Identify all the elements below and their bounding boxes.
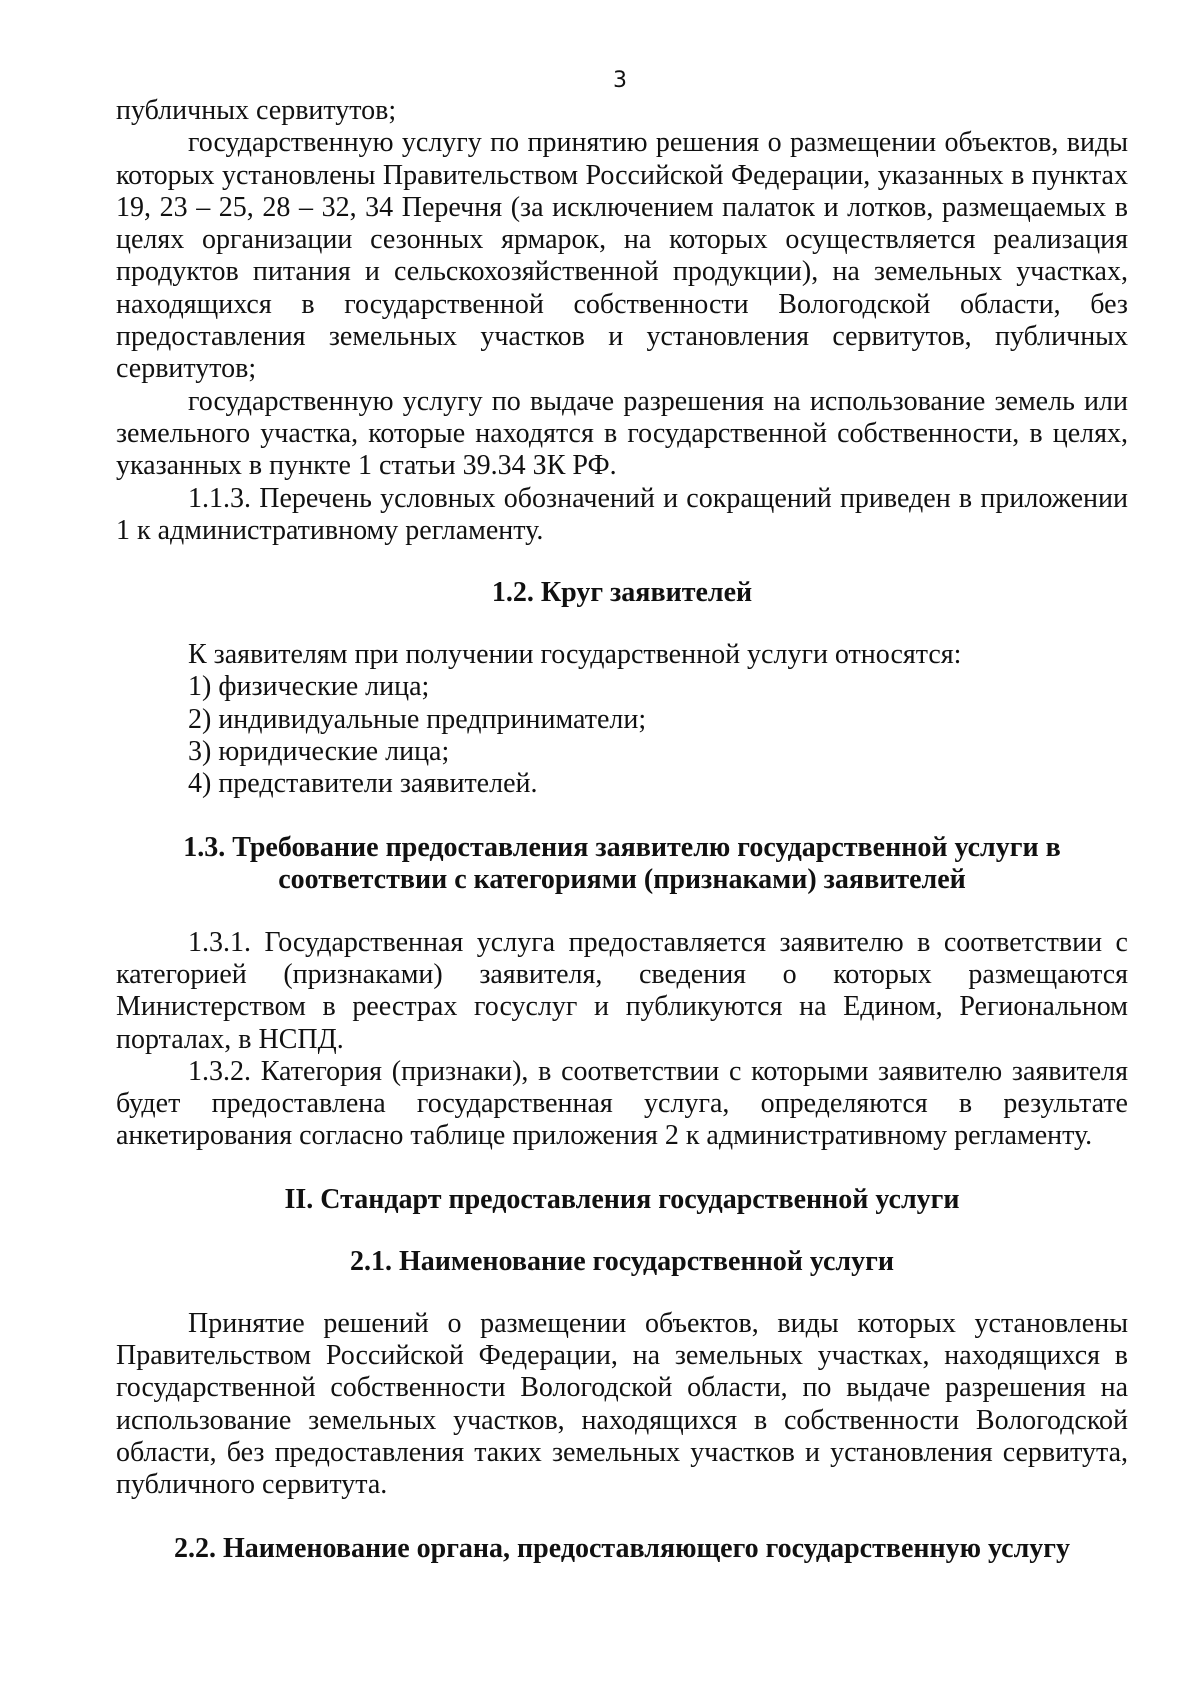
list-item: 3) юридические лица; xyxy=(188,736,450,768)
paragraph: 1.3.1. Государственная услуга предоставляется заявителю в соответствии с категорией (признаками) заявителя, сведения о которых размещаются Министерством в реестрах госуслуг и публикуются на Едином, Региональном порталах, в НСПД. xyxy=(116,926,1128,1055)
section-heading: 2.2. Наименование органа, предоставляющего государственную услугу xyxy=(173,1532,1071,1564)
paragraph: 1.1.3. Перечень условных обозначений и сокращений приведен в приложении 1 к административному регламенту. xyxy=(116,482,1128,546)
section-heading xyxy=(116,832,1128,896)
section-heading-line: соответствии с категориями (признаками) заявителей xyxy=(278,863,966,895)
chapter-heading: II. Стандарт предоставления государственной услуги xyxy=(284,1183,960,1215)
paragraph: государственную услугу по выдаче разрешения на использование земель или земельного участка, которые находятся в государственной собственности, в целях, указанных в пункте 1 статьи 39.34 ЗК РФ. xyxy=(116,385,1128,482)
paragraph: публичных сервитутов; xyxy=(116,95,397,126)
paragraph: 1.3.2. Категория (признаки), в соответствии с которыми заявителю заявителя будет предоставлена государственная услуга, определяются в результате анкетирования согласно таблице приложения 2 к административному регламенту. xyxy=(116,1055,1128,1152)
paragraph: государственную услугу по принятию решения о размещении объектов, виды которых установлены Правительством Российской Федерации, указанных в пунктах 19, 23 – 25, 28 – 32, 34 Перечня (за исключением палаток и лотков, размещаемых в целях организации сезонных ярмарок, на которых осуществляется реализация продуктов питания и сельскохозяйственной продукции), на земельных участках, находящихся в государственной собственности Вологодской области, без предоставления земельных участков и установления сервитутов, публичных сервитутов; xyxy=(116,127,1128,385)
paragraph: К заявителям при получении государственной услуги относятся: xyxy=(188,639,962,671)
list-item: 2) индивидуальные предприниматели; xyxy=(188,703,647,735)
paragraph: Принятие решений о размещении объектов, виды которых установлены Правительством Российской Федерации, на земельных участках, находящихся в государственной собственности Вологодской области, по выдаче разрешения на использование земельных участков, находящихся в собственности Вологодской области, без предоставления таких земельных участков и установления сервитута, публичного сервитута. xyxy=(116,1307,1128,1501)
applicant-list xyxy=(116,671,1128,800)
list-item: 1) физические лица; xyxy=(188,671,430,703)
section-heading-line: 1.3. Требование предоставления заявителю государственной услуги в xyxy=(183,831,1061,863)
page-number: 3 xyxy=(613,68,627,93)
section-heading: 2.1. Наименование государственной услуги xyxy=(350,1245,894,1277)
list-item: 4) представители заявителей. xyxy=(188,768,538,800)
document-body xyxy=(116,95,1128,1565)
section-heading: 1.2. Круг заявителей xyxy=(491,577,753,609)
